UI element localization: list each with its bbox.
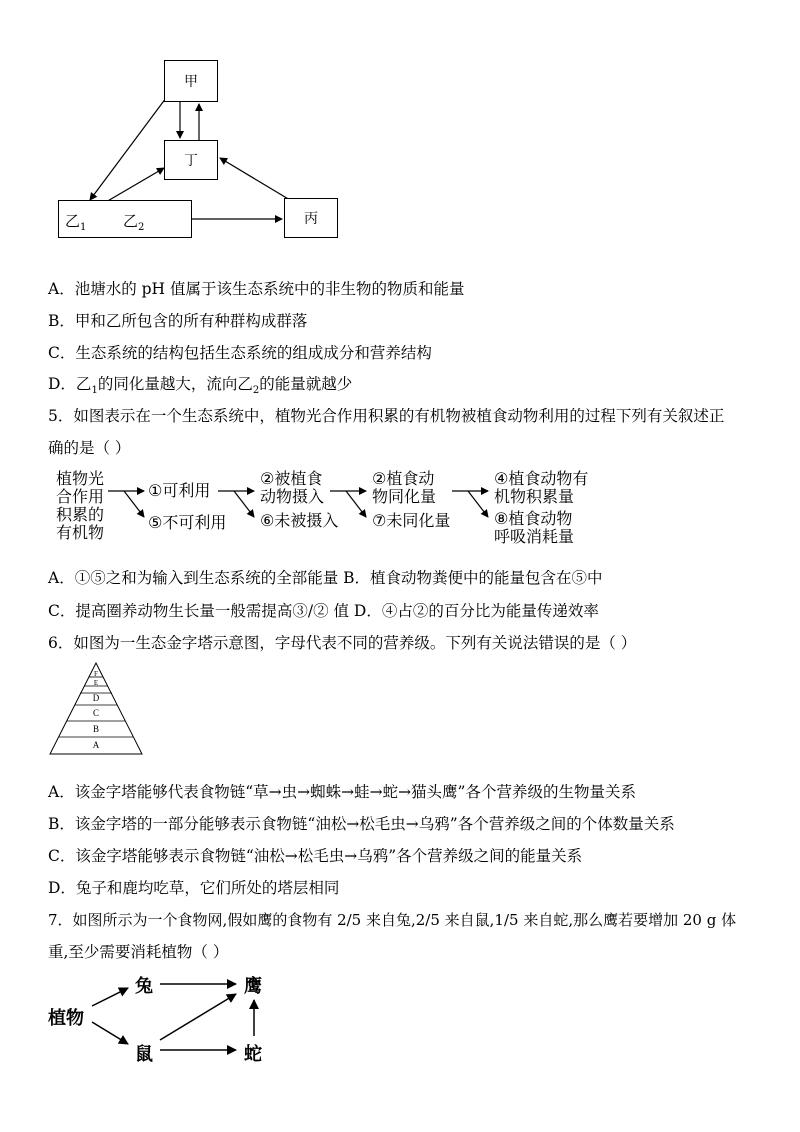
flow-node-6: ⑥未被摄入 [260, 511, 339, 530]
flow-node-1: ①可利用 [148, 481, 211, 500]
web-plant: 植物 [48, 1008, 84, 1029]
q6-option-d: D．兔子和鹿均吃草，它们所处的塔层相同 [48, 879, 340, 897]
q6-option-c: C．该金字塔能够表示食物链“油松→松毛虫→乌鸦”各个营养级之间的能量关系 [48, 847, 583, 865]
flow-source: 植物光 合作用 积累的 有机物 [56, 469, 105, 542]
web-snake: 蛇 [244, 1044, 262, 1065]
pyramid-level-f: F [94, 670, 98, 678]
flow-node-5: ⑤不可利用 [148, 513, 227, 532]
q5-stem-line2: 确的是（ ） [48, 439, 131, 457]
pyramid-level-c: C [92, 708, 99, 718]
q4-option-a: A．池塘水的 pH 值属于该生态系统中的非生物的物质和能量 [48, 280, 465, 298]
q5-options-cd: C．提高圈养动物生长量一般需提高③/② 值 D．④占②的百分比为能量传递效率 [48, 602, 599, 620]
q7-stem-line2: 重,至少需要消耗植物（ ） [48, 943, 229, 961]
q4-option-b: B．甲和乙所包含的所有种群构成群落 [48, 312, 308, 330]
web-mouse: 鼠 [135, 1044, 153, 1065]
node-jia: 甲 [164, 60, 218, 102]
pyramid-level-d: D [92, 693, 100, 703]
q6-option-b: B．该金字塔的一部分能够表示食物链“油松→松毛虫→乌鸦”各个营养级之间的个体数量关系 [48, 815, 675, 833]
node-bing: 丙 [284, 198, 338, 238]
q4-option-c: C．生态系统的结构包括生态系统的组成成分和营养结构 [48, 344, 432, 362]
node-yi2: 乙$_2$ [123, 212, 145, 233]
flow-node-3: ②植食动 物同化量 [372, 469, 437, 506]
flow-node-2: ②被植食 动物摄入 [260, 469, 325, 506]
q4-option-d: D．乙$_1$的同化量越大，流向乙$_2$的能量就越少 [48, 375, 353, 397]
pyramid-level-e: E [93, 679, 99, 687]
q6-option-a: A．该金字塔能够代表食物链“草→虫→蜘蛛→蛙→蛇→猫头鹰”各个营养级的生物量关系 [48, 783, 636, 801]
q5-stem-line1: 5．如图表示在一个生态系统中，植物光合作用积累的有机物被植食动物利用的过程下列有关叙述正 [48, 407, 725, 425]
web-eagle: 鹰 [244, 976, 262, 997]
q5-options-ab: A．①⑤之和为输入到生态系统的全部能量 B．植食动物粪便中的能量包含在⑤中 [48, 569, 603, 587]
web-rabbit: 兔 [135, 976, 153, 997]
pyramid-level-a: A [92, 740, 100, 750]
node-yi1: 乙$_1$ [65, 212, 87, 233]
flow-node-4: ④植食动物有 机物积累量 [494, 469, 589, 506]
flow-node-8: ⑧植食动物 呼吸消耗量 [494, 509, 575, 546]
q7-stem-line1: 7．如图所示为一个食物网,假如鹰的食物有 2/5 来自兔,2/5 来自鼠,1/5 来自蛇,那么鹰若要增加 20 g 体 [48, 911, 737, 929]
flow-node-7: ⑦未同化量 [372, 511, 451, 530]
node-ding: 丁 [164, 140, 218, 180]
q6-stem: 6．如图为一生态金字塔示意图，字母代表不同的营养级。下列有关说法错误的是（ ） [48, 634, 637, 652]
pyramid-level-b: B [92, 724, 99, 734]
